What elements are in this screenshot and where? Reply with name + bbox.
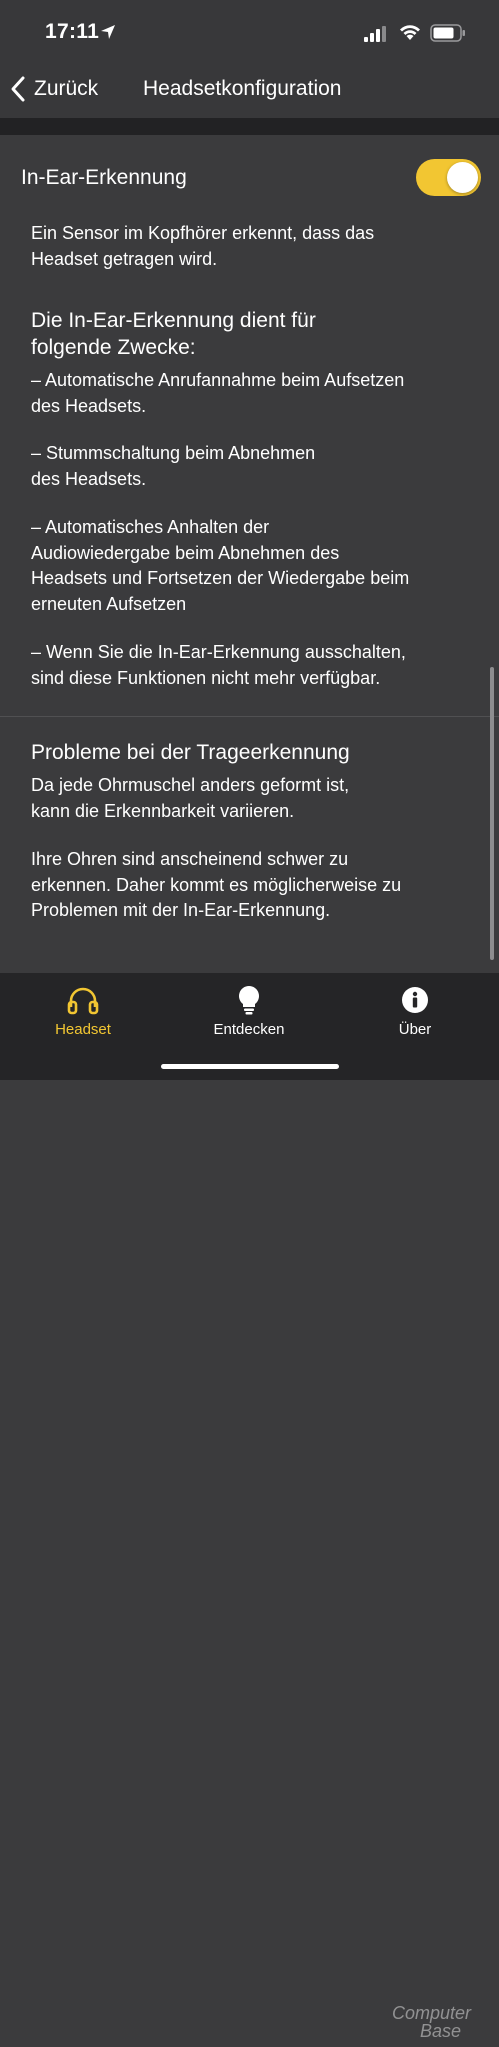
section-divider (0, 716, 499, 717)
nav-divider (0, 118, 499, 135)
nav-bar (0, 60, 499, 118)
tab-label: Über (398, 1021, 432, 1038)
page-title: Headsetkonfiguration (143, 77, 342, 100)
back-button[interactable] (10, 74, 98, 104)
info-icon (401, 985, 429, 1015)
status-bar (0, 0, 499, 60)
problems-line: Ihre Ohren sind anscheinend schwer zu (31, 849, 349, 869)
settings-content[interactable] (0, 135, 499, 973)
tab-about[interactable] (345, 985, 485, 1045)
in-ear-detection-toggle[interactable] (416, 159, 481, 196)
headphones-icon (67, 985, 99, 1015)
note-line: sind diese Funktionen nicht mehr verfügbar. (31, 667, 381, 688)
purpose-item-mute (31, 441, 481, 492)
signal-icon (364, 26, 388, 42)
in-ear-detection-row (0, 135, 499, 220)
problems-text-hard-to-detect (31, 847, 481, 924)
back-label: Zurück (34, 77, 99, 100)
problems-text-variation (31, 773, 481, 824)
in-ear-description (31, 221, 481, 272)
note-line: – Wenn Sie die In-Ear-Erkennung ausschalten, (31, 642, 406, 662)
description-line: Ein Sensor im Kopfhörer erkennt, dass das (31, 223, 375, 243)
battery-icon (430, 24, 466, 42)
status-time: 17:11 (45, 20, 100, 43)
heading-line: Die In-Ear-Erkennung dient für (31, 309, 316, 332)
heading-line: folgende Zwecke: (31, 336, 196, 359)
purpose-line: Headsets und Fortsetzen der Wiedergabe beim (31, 568, 410, 588)
location-arrow-icon (100, 24, 116, 40)
purpose-note (31, 640, 481, 691)
purpose-line: – Stummschaltung beim Abnehmen (31, 443, 316, 463)
problems-line: Da jede Ohrmuschel anders geformt ist, (31, 775, 350, 795)
tab-headset[interactable] (13, 985, 153, 1045)
purpose-item-playback (31, 515, 481, 617)
computerbase-watermark (380, 2001, 490, 2047)
watermark-text: Base (420, 2021, 462, 2041)
watermark-text: Computer (392, 2003, 472, 2023)
problems-line: kann die Erkennbarkeit variieren. (31, 800, 295, 821)
purposes-heading (31, 307, 471, 361)
tab-label: Entdecken (213, 1021, 285, 1038)
purpose-line: des Headsets. (31, 395, 147, 416)
purpose-line: des Headsets. (31, 468, 147, 489)
home-indicator[interactable] (161, 1064, 339, 1069)
tab-label: Headset (55, 1021, 111, 1038)
scrollbar[interactable] (490, 667, 494, 960)
lightbulb-icon (237, 985, 261, 1015)
chevron-left-icon (10, 76, 26, 102)
problems-heading: Probleme bei der Trageerkennung (31, 741, 350, 764)
tab-discover[interactable] (179, 985, 319, 1045)
purpose-line: erneuten Aufsetzen (31, 593, 187, 614)
wifi-icon (398, 23, 422, 41)
purpose-line: Audiowiedergabe beim Abnehmen des (31, 542, 340, 563)
purpose-item-call-answer (31, 368, 481, 419)
problems-line: Problemen mit der In-Ear-Erkennung. (31, 900, 331, 920)
toggle-knob (447, 162, 478, 193)
problems-line: erkennen. Daher kommt es möglicherweise zu (31, 874, 402, 895)
purpose-line: – Automatische Anrufannahme beim Aufsetzen (31, 370, 405, 390)
description-line: Headset getragen wird. (31, 248, 218, 269)
purpose-line: – Automatisches Anhalten der (31, 517, 270, 537)
in-ear-detection-label: In-Ear-Erkennung (21, 166, 187, 189)
